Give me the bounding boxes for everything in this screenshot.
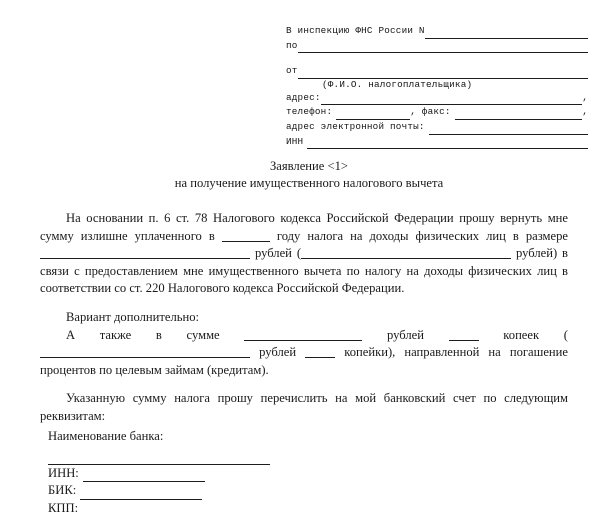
- fio-caption: (Ф.И.О. налогоплательщика): [322, 78, 472, 91]
- bank-name-label: Наименование банка:: [48, 428, 568, 446]
- ot-label: от: [286, 64, 298, 79]
- paragraph-basis-text-3: рублей (: [255, 246, 301, 260]
- amount-digits-fill-rule[interactable]: [40, 247, 250, 259]
- email-label: адрес электронной почты:: [286, 120, 425, 135]
- bank-bik-row: [48, 482, 568, 500]
- header-row-fio-caption: [286, 78, 588, 91]
- address-label: адрес:: [286, 91, 321, 106]
- amount-words-fill-rule[interactable]: [301, 247, 511, 259]
- additional-rubles-fill-rule[interactable]: [244, 329, 362, 341]
- bank-inn-label: ИНН:: [48, 465, 79, 483]
- bank-inn-row: [48, 465, 568, 483]
- inspection-number-rule[interactable]: [425, 28, 588, 39]
- variant-label-paragraph: [40, 309, 568, 327]
- paragraph-basis-text-1: На основании п. 6 ст. 78 Налогового кодекса Российской Федерации прошу вернуть мне сумму излишне уплаченного в: [40, 211, 568, 243]
- additional-text-5: копейки), направленной на погашение процентов по целевым займам (кредитам).: [40, 345, 568, 377]
- fax-trailing-comma: ,: [582, 105, 588, 120]
- additional-text-1: А также в сумме: [66, 328, 220, 342]
- additional-text-3: копеек (: [503, 328, 568, 342]
- fax-value-rule[interactable]: [455, 109, 583, 120]
- additional-text-4: рублей: [259, 345, 296, 359]
- email-value-rule[interactable]: [429, 124, 588, 135]
- phone-value-rule[interactable]: [336, 109, 410, 120]
- bank-kpp-row: [48, 500, 568, 517]
- bank-bik-label: БИК:: [48, 482, 76, 500]
- additional-kopeks2-fill-rule[interactable]: [305, 346, 335, 358]
- addressee-header-block: [286, 24, 588, 149]
- page-subtitle: на получение имущественного налогового вычета: [0, 175, 600, 192]
- body-gap-2: [40, 379, 568, 390]
- phone-label: телефон:: [286, 105, 332, 120]
- bank-inn-fill-rule[interactable]: [83, 469, 205, 482]
- header-row-po: [286, 39, 588, 54]
- transfer-request-text: Указанную сумму налога прошу перечислить на мой банковский счет по следующим реквизитам:: [40, 391, 568, 423]
- paragraph-basis-text-2: году налога на доходы физических лиц в размере: [277, 229, 568, 243]
- bank-name-fill-rule[interactable]: [48, 446, 270, 465]
- header-row-email: [286, 120, 588, 135]
- header-row-ot: [286, 64, 588, 79]
- paragraph-transfer-request: [40, 390, 568, 425]
- paragraph-additional-amount: [40, 327, 568, 380]
- document-title-block: [0, 158, 600, 192]
- document-body: [40, 210, 568, 426]
- po-value-rule[interactable]: [298, 42, 588, 53]
- header-row-phone-fax: [286, 105, 588, 120]
- year-fill-rule[interactable]: [222, 230, 270, 242]
- bank-bik-fill-rule[interactable]: [80, 487, 202, 500]
- header-row-inn: [286, 135, 588, 150]
- header-spacer: [286, 53, 588, 64]
- body-gap-1: [40, 298, 568, 309]
- inn-label: ИНН: [286, 135, 303, 150]
- page-title: Заявление <1>: [0, 158, 600, 175]
- inn-value-rule[interactable]: [307, 138, 588, 149]
- fax-label: , факс:: [410, 105, 450, 120]
- inspection-label: В инспекцию ФНС России N: [286, 24, 425, 39]
- address-trailing-comma: ,: [582, 91, 588, 106]
- additional-words-fill-rule[interactable]: [40, 346, 250, 358]
- paragraph-basis: [40, 210, 568, 298]
- paragraph-basis-text-4: рублей) в связи с предоставлением мне имущественного вычета по налогу на доходы физических лиц в соответствии со ст. 220 Налогового кодекса Российской Федерации.: [40, 246, 568, 295]
- bank-requisites-block: [48, 428, 568, 517]
- additional-kopeks-fill-rule[interactable]: [449, 329, 479, 341]
- variant-label: Вариант дополнительно:: [66, 310, 199, 324]
- bank-kpp-label: КПП:: [48, 500, 78, 517]
- address-value-rule[interactable]: [321, 94, 583, 105]
- header-row-inspection: [286, 24, 588, 39]
- header-row-address: [286, 91, 588, 106]
- additional-text-2: рублей: [387, 328, 424, 342]
- po-label: по: [286, 39, 298, 54]
